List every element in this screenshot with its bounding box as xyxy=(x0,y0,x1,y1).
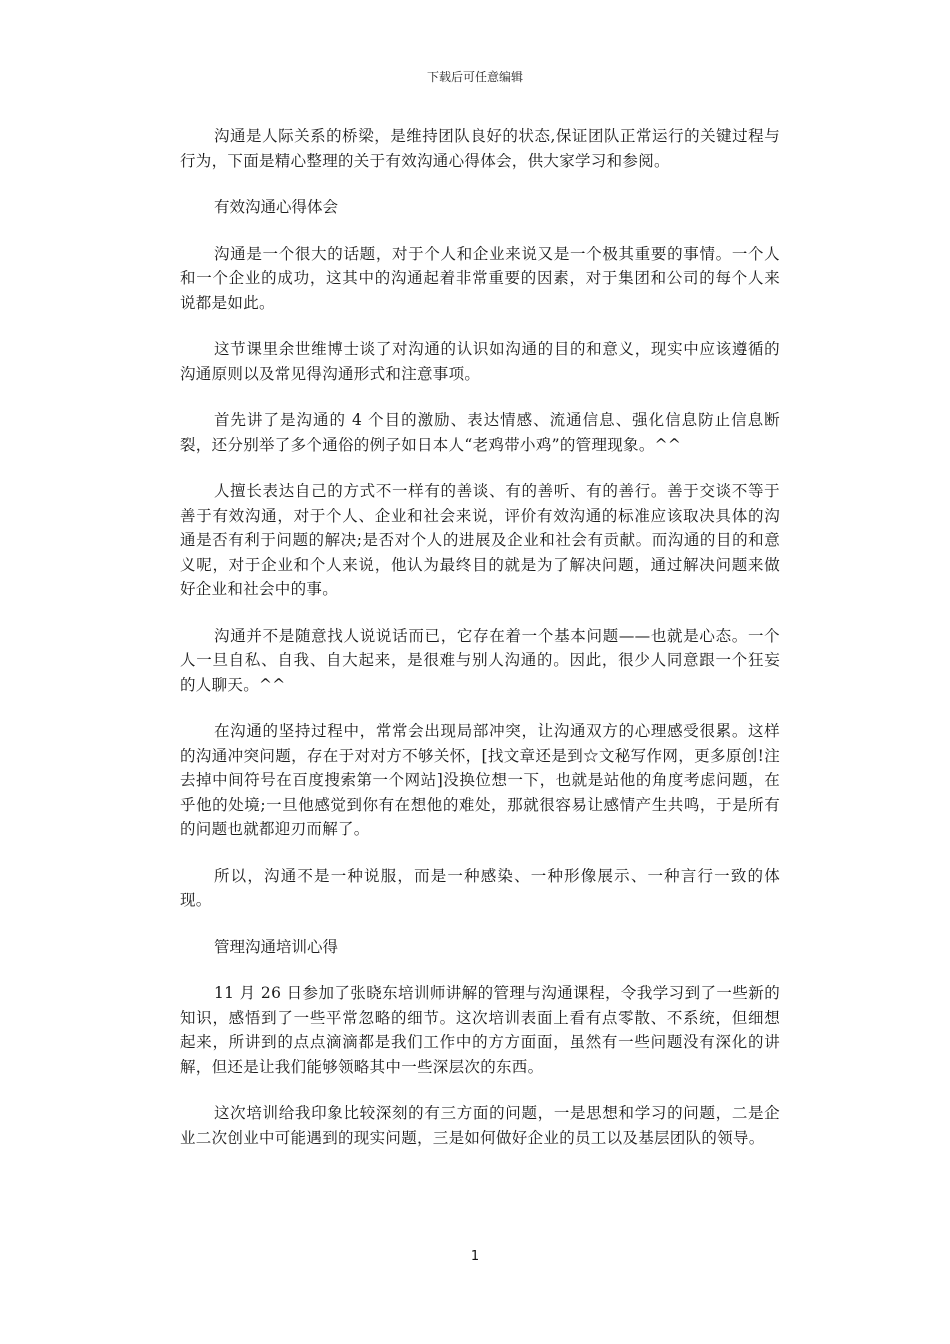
document-body xyxy=(180,124,780,1172)
intro-paragraph: 沟通是人际关系的桥梁，是维持团队良好的状态,保证团队正常运行的关键过程与行为，下面是精心整理的关于有效沟通心得体会，供大家学习和参阅。 xyxy=(180,127,780,170)
page-number: 1 xyxy=(470,1249,480,1264)
body-paragraph: 人擅长表达自己的方式不一样有的善谈、有的善听、有的善行。善于交谈不等于善于有效沟通，对于个人、企业和社会来说，评价有效沟通的标准应该取决具体的沟通是否有利于问题的解决;是否对个人的进展及企业和社会有贡献。而沟通的目的和意义呢，对于企业和个人来说，他认为最终目的就是为了解决问题，通过解决问题来做好企业和社会中的事。 xyxy=(180,482,780,598)
body-paragraph: 这次培训给我印象比较深刻的有三方面的问题，一是思想和学习的问题，二是企业二次创业中可能遇到的现实问题，三是如何做好企业的员工以及基层团队的领导。 xyxy=(180,1104,780,1147)
body-paragraph: 在沟通的坚持过程中，常常会出现局部冲突，让沟通双方的心理感受很累。这样的沟通冲突问题，存在于对对方不够关怀，[找文章还是到☆文秘写作网，更多原创!注去掉中间符号在百度搜索第一个网站]没换位想一下，也就是站他的角度考虑问题，在乎他的处境;一旦他感觉到你有在想他的难处，那就很容易让感情产生共鸣，于是所有的问题也就都迎刃而解了。 xyxy=(180,722,780,838)
body-paragraph: 11 月 26 日参加了张晓东培训师讲解的管理与沟通课程，令我学习到了一些新的知识，感悟到了一些平常忽略的细节。这次培训表面上看有点零散、不系统，但细想起来，所讲到的点点滴滴都是我们工作中的方方面面，虽然有一些问题没有深化的讲解，但还是让我们能够领略其中一些深层次的东西。 xyxy=(180,984,780,1076)
body-paragraph: 这节课里余世维博士谈了对沟通的认识如沟通的目的和意义，现实中应该遵循的沟通原则以及常见得沟通形式和注意事项。 xyxy=(180,340,780,383)
body-paragraph: 沟通是一个很大的话题，对于个人和企业来说又是一个极其重要的事情。一个人和一个企业的成功，这其中的沟通起着非常重要的因素，对于集团和公司的每个人来说都是如此。 xyxy=(180,244,780,312)
body-paragraph: 沟通并不是随意找人说说话而已，它存在着一个基本问题——也就是心态。一个人一旦自私、自我、自大起来，是很难与别人沟通的。因此，很少人同意跟一个狂妄的人聊天。^^ xyxy=(180,626,780,694)
section-heading-effective-communication: 有效沟通心得体会 xyxy=(214,198,339,216)
body-paragraph: 首先讲了是沟通的 4 个目的激励、表达情感、流通信息、强化信息防止信息断裂，还分别举了多个通俗的例子如日本人“老鸡带小鸡”的管理现象。^^ xyxy=(180,411,780,454)
page-header: 下载后可任意编辑 xyxy=(426,70,523,84)
body-paragraph: 所以，沟通不是一种说服，而是一种感染、一种形像展示、一种言行一致的体现。 xyxy=(180,866,780,909)
section-heading-management-training: 管理沟通培训心得 xyxy=(214,937,339,956)
